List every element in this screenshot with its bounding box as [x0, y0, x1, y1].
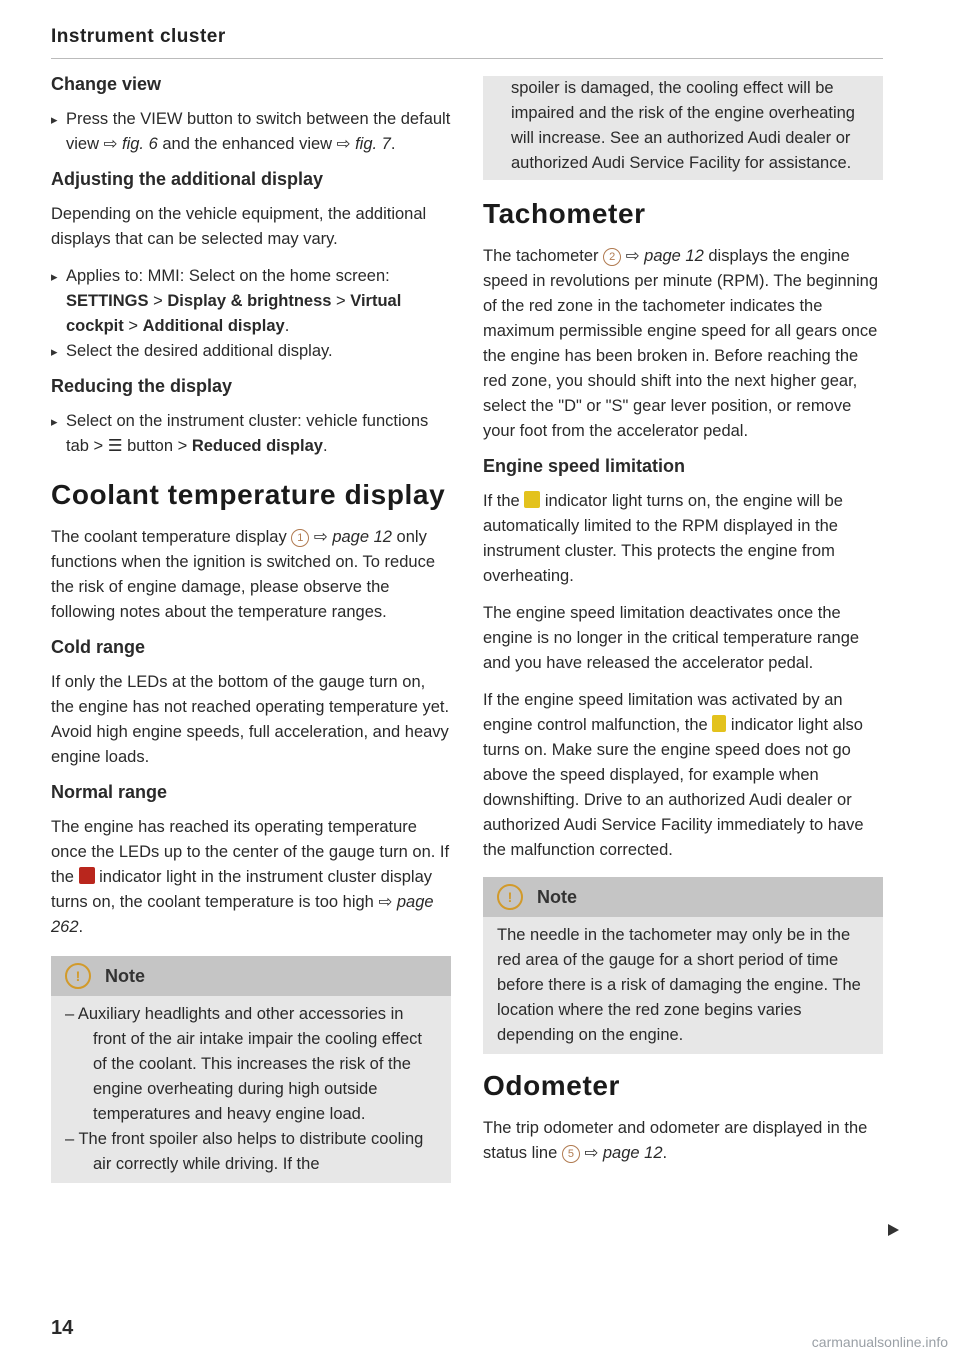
running-header: Instrument cluster [51, 26, 883, 59]
engine-speed-text-1: If the indicator light turns on, the engine will be automatically limited to the RPM displayed in the instrument cluster. This protects the engine from overheating. [483, 492, 843, 585]
continue-arrow-icon [888, 1224, 899, 1236]
watermark: carmanualsonline.info [811, 1334, 948, 1350]
note-item: – The front spoiler also helps to distribute cooling air correctly while driving. If the [65, 1130, 424, 1173]
fig7-link[interactable]: ⇨ fig. 7 [336, 135, 391, 153]
cold-range-text: If only the LEDs at the bottom of the gauge turn on, the engine has not reached operating temperature yet. Avoid high engine speeds, full acceleration, and heavy engine loads. [51, 673, 450, 766]
adjusting-intro: Depending on the vehicle equipment, the additional displays that can be selected may vary. [51, 205, 427, 248]
tachometer-text: The tachometer 2 ⇨ page 12 displays the engine speed in revolutions per minute (RPM). The beginning of the red zone in the tachometer indicates the maximum permissible engine speed for all gears once the engine has been broken in. Before reaching the red zone, you should shift into the next higher gear, select the "D" or "S" gear lever position, or remove your foot from the accelerator pedal. [483, 247, 878, 440]
change-view-step: ▸ Press the VIEW button to switch between the default view ⇨ fig. 6 and the enhanced view ⇨ fig. 7. [51, 107, 451, 157]
page262-link[interactable]: ⇨ page 262 [51, 893, 434, 936]
normal-range-text: The engine has reached its operating temperature once the LEDs up to the center of the gauge turn on. If the indicator light in the instrument cluster display turns on, the coolant temperature is too high ⇨ page 262. [51, 818, 450, 936]
odometer-text: The trip odometer and odometer are displayed in the status line 5 ⇨ page 12. [483, 1119, 868, 1162]
reducing-heading: Reducing the display [51, 376, 233, 396]
note-item: – Auxiliary headlights and other accessories in front of the air intake impair the cooling effect of the coolant. This increases the risk of the engine overheating during high outside temperatures and heavy engine load. [65, 1005, 422, 1123]
page-number: 14 [51, 1317, 74, 1339]
note-icon: ! [65, 963, 91, 989]
engine-control-icon [712, 715, 726, 732]
coolant-heading: Coolant temperature display [51, 479, 446, 510]
left-column [51, 74, 451, 1199]
normal-range-heading: Normal range [51, 782, 168, 802]
page12-link[interactable]: ⇨ page 12 [625, 247, 704, 265]
coolant-note [51, 956, 451, 1183]
note-header: ! Note [51, 956, 451, 996]
tachometer-heading: Tachometer [483, 198, 646, 229]
tachometer-note [483, 877, 883, 1054]
page12-link[interactable]: ⇨ page 12 [313, 528, 392, 546]
coolant-intro: The coolant temperature display 1 ⇨ page 12 only functions when the ignition is switched on. To reduce the risk of engine damage, please observe the following notes about the temperature ranges. [51, 528, 436, 621]
reducing-step: ▸ Select on the instrument cluster: vehicle functions tab > ☰ button > Reduced display. [51, 409, 451, 459]
right-column [483, 76, 883, 1178]
callout-2-icon: 2 [603, 248, 621, 266]
menu-icon: ☰ [107, 437, 123, 455]
adjusting-step-2: ▸ Select the desired additional display. [51, 339, 451, 364]
engine-speed-heading: Engine speed limitation [483, 456, 686, 476]
note-text: The needle in the tachometer may only be in the red area of the gauge for a short period of time before there is a risk of damaging the engine. The location where the red zone begins varies depending on the engine. [497, 926, 861, 1044]
fig6-link[interactable]: ⇨ fig. 6 [103, 135, 158, 153]
coolant-note-continued: spoiler is damaged, the cooling effect will be impaired and the risk of the engine overheating will increase. See an authorized Audi dealer or authorized Audi Service Facility for assistance. [483, 76, 883, 180]
note-header: ! Note [483, 877, 883, 917]
odometer-heading: Odometer [483, 1070, 621, 1101]
page12-link[interactable]: ⇨ page 12 [584, 1144, 663, 1162]
coolant-warning-icon [79, 867, 95, 884]
rpm-limit-icon [524, 491, 540, 508]
adjusting-step-1: ▸ Applies to: MMI: Select on the home screen: SETTINGS > Display & brightness > Virtual cockpit > Additional display. [51, 264, 451, 339]
callout-5-icon: 5 [562, 1145, 580, 1163]
engine-speed-text-2: The engine speed limitation deactivates once the engine is no longer in the critical temperature range and you have released the accelerator pedal. [483, 604, 860, 672]
adjusting-heading: Adjusting the additional display [51, 169, 324, 189]
callout-1-icon: 1 [291, 529, 309, 547]
change-view-heading: Change view [51, 74, 162, 94]
engine-speed-text-3: If the engine speed limitation was activated by an engine control malfunction, the indicator light also turns on. Make sure the engine speed does not go above the speed displayed, for example when downshifting. Drive to an authorized Audi dealer or authorized Audi Service Facility immediately to have the malfunction corrected. [483, 691, 864, 859]
cold-range-heading: Cold range [51, 637, 146, 657]
note-icon: ! [497, 884, 523, 910]
